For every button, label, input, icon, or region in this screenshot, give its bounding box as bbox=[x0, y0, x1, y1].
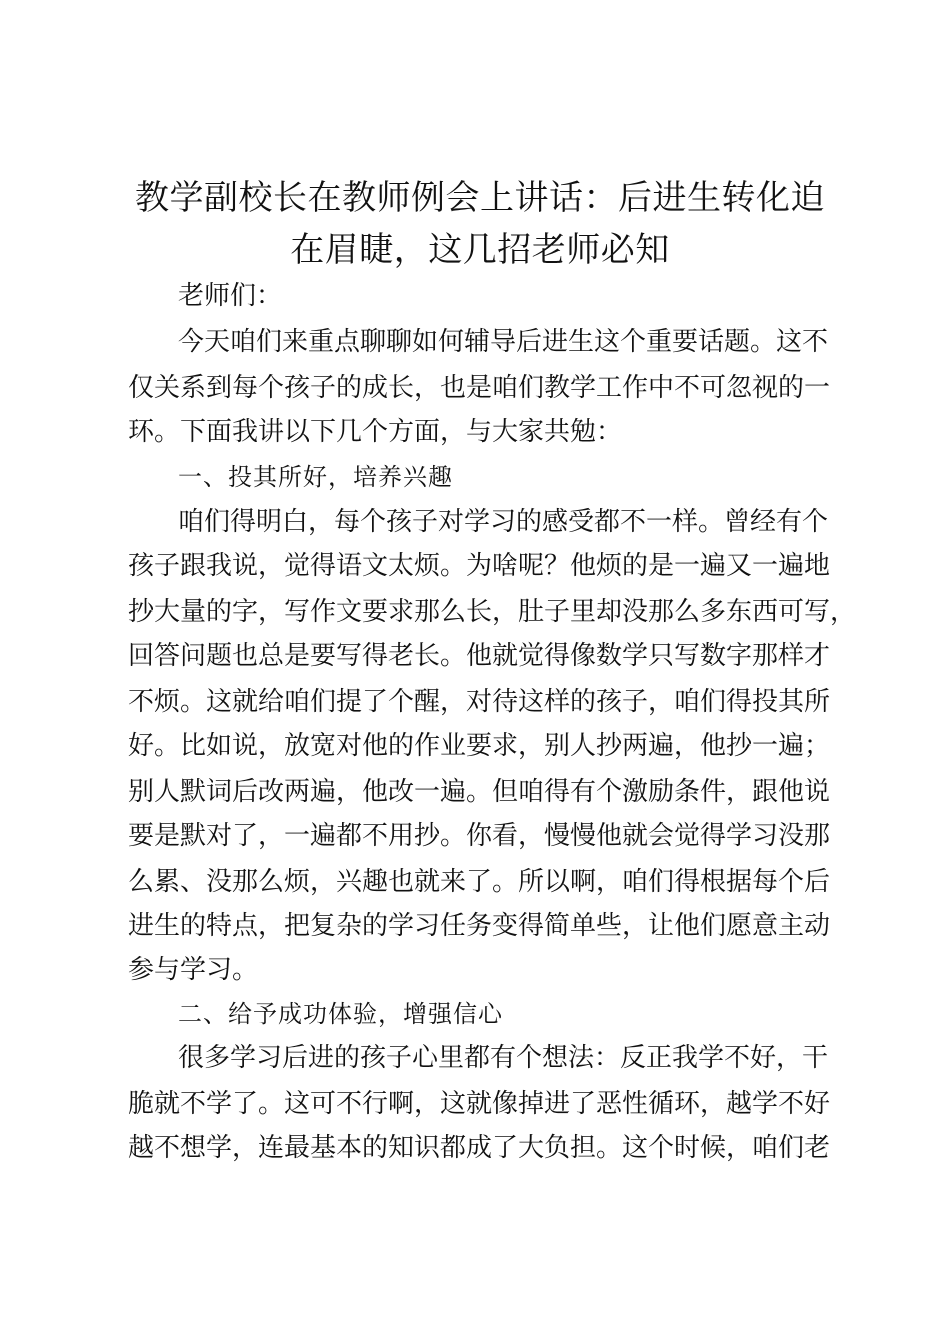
section-1-heading: 一、投其所好，培养兴趣 bbox=[178, 463, 453, 491]
intro-line-2: 仅关系到每个孩子的成长，也是咱们教学工作中不可忽视的一 bbox=[128, 373, 831, 403]
section-1-line-6: 好。比如说，放宽对他的作业要求，别人抄两遍，他抄一遍； bbox=[128, 731, 831, 761]
section-1-line-7: 别人默词后改两遍，他改一遍。但咱得有个激励条件，跟他说 bbox=[128, 777, 831, 807]
title-line-2: 在眉睫，这几招老师必知 bbox=[290, 230, 670, 270]
section-2-line-1: 很多学习后进的孩子心里都有个想法：反正我学不好，干 bbox=[178, 1043, 829, 1073]
section-1-line-3: 抄大量的字，写作文要求那么长，肚子里却没那么多东西可写， bbox=[128, 597, 857, 627]
section-2-line-3: 越不想学，连最基本的知识都成了大负担。这个时候，咱们老 bbox=[128, 1133, 831, 1163]
section-1-line-5: 不烦。这就给咱们提了个醒，对待这样的孩子，咱们得投其所 bbox=[128, 687, 831, 717]
section-1-line-11: 参与学习。 bbox=[128, 955, 259, 985]
title-line-1: 教学副校长在教师例会上讲话：后进生转化迫 bbox=[135, 178, 825, 218]
section-2-line-2: 脆就不学了。这可不行啊，这就像掉进了恶性循环，越学不好 bbox=[128, 1089, 831, 1119]
document-title bbox=[120, 172, 840, 276]
section-1-line-1: 咱们得明白，每个孩子对学习的感受都不一样。曾经有个 bbox=[178, 507, 829, 537]
section-1-line-4: 回答问题也总是要写得老长。他就觉得像数学只写数字那样才 bbox=[128, 641, 831, 671]
intro-line-3: 环。下面我讲以下几个方面，与大家共勉： bbox=[128, 417, 623, 447]
section-1-line-9: 么累、没那么烦，兴趣也就来了。所以啊，咱们得根据每个后 bbox=[128, 867, 831, 897]
section-1-line-8: 要是默对了，一遍都不用抄。你看，慢慢他就会觉得学习没那 bbox=[128, 821, 831, 851]
section-1-line-10: 进生的特点，把复杂的学习任务变得简单些，让他们愿意主动 bbox=[128, 911, 831, 941]
intro-line-1: 今天咱们来重点聊聊如何辅导后进生这个重要话题。这不 bbox=[178, 327, 829, 357]
section-1-line-2: 孩子跟我说，觉得语文太烦。为啥呢？他烦的是一遍又一遍地 bbox=[128, 551, 831, 581]
section-2-heading: 二、给予成功体验，增强信心 bbox=[178, 1000, 503, 1028]
salutation: 老师们： bbox=[178, 281, 283, 311]
